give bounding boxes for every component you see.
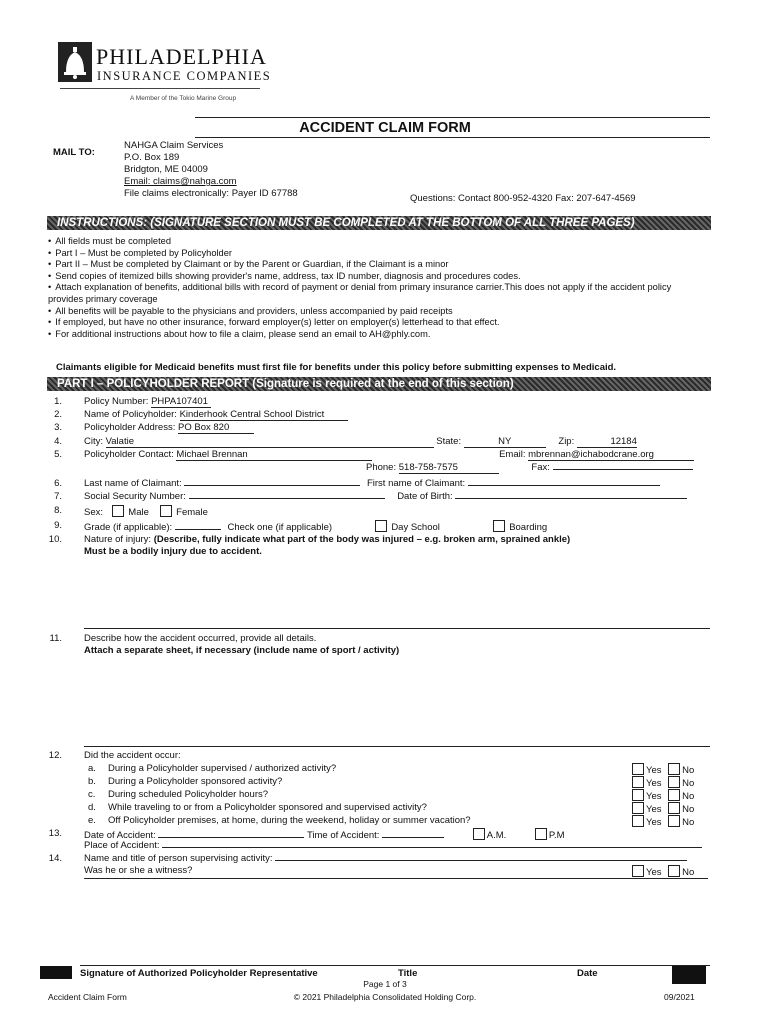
brand-rule <box>60 88 260 89</box>
row-injury <box>42 534 570 545</box>
instructions-band: INSTRUCTIONS: (SIGNATURE SECTION MUST BE COMPLETED AT THE BOTTOM OF ALL THREE PAGES) <box>47 216 711 230</box>
no-checkbox[interactable] <box>668 789 680 801</box>
witness-divider <box>84 878 708 879</box>
mail-line <box>124 176 298 188</box>
day-school-label: Day School <box>391 522 440 533</box>
time-label: Time of Accident: <box>306 830 380 841</box>
row-contact <box>42 449 694 461</box>
yes-label: Yes <box>646 791 662 802</box>
yes-checkbox[interactable] <box>632 763 644 775</box>
describe-note: Attach a separate sheet, if necessary (include name of sport / activity) <box>84 645 400 656</box>
supervisor-field[interactable] <box>275 860 687 861</box>
city-label: City: <box>84 436 103 447</box>
row-number: 1. <box>54 396 62 407</box>
yes-checkbox[interactable] <box>632 815 644 827</box>
describe-divider <box>84 746 710 747</box>
row-number: 10. <box>48 534 62 545</box>
no-label: No <box>682 778 695 789</box>
brand-subtitle: INSURANCE COMPANIES <box>97 69 272 83</box>
occur-text: Off Policyholder premises, at home, during the weekend, holiday or summer vacation? <box>108 815 471 826</box>
no-label: No <box>682 765 695 776</box>
instruction-item: • For additional instructions about how to file a claim, please send an email to AH@phly.com. <box>48 329 708 341</box>
liberty-bell-logo-icon <box>58 42 92 82</box>
mail-to-label: MAIL TO: <box>53 147 95 158</box>
dob-label: Date of Birth: <box>397 491 453 502</box>
title-rule-top <box>195 117 710 118</box>
date-sign-label: Date <box>577 968 598 979</box>
no-checkbox[interactable] <box>668 802 680 814</box>
instruction-item: • Part I – Must be completed by Policyholder <box>48 248 708 260</box>
occur-letter: c. <box>88 789 96 800</box>
row-ssn <box>42 491 687 502</box>
occur-item <box>88 763 708 774</box>
accident-description-area[interactable] <box>84 660 710 740</box>
mail-line: NAHGA Claim Services <box>124 140 224 151</box>
occur-text: While traveling to or from a Policyholder sponsored and supervised activity? <box>108 802 427 813</box>
injury-divider <box>84 628 710 629</box>
no-label: No <box>682 867 695 878</box>
state-label: State: <box>436 436 462 447</box>
occur-label: Did the accident occur: <box>84 750 181 761</box>
occur-item <box>88 815 708 826</box>
place-field[interactable] <box>162 847 702 848</box>
mail-address-block <box>124 140 298 200</box>
row-city <box>42 436 637 448</box>
row-number: 6. <box>54 478 62 489</box>
first-name-field[interactable] <box>468 485 660 486</box>
dob-field[interactable] <box>455 498 687 499</box>
occur-letter: a. <box>88 763 96 774</box>
signature-marker-left <box>40 966 72 979</box>
occur-item <box>88 789 708 800</box>
row-supervisor <box>42 853 687 864</box>
instruction-item: • All benefits will be payable to the physicians and providers, unless accompanied by paid receipts <box>48 306 708 318</box>
row-policyholder-name <box>42 409 348 421</box>
describe-label: Describe how the accident occurred, provide all details. <box>84 633 317 644</box>
row-number: 7. <box>54 491 62 502</box>
fax-field[interactable] <box>553 469 693 470</box>
am-checkbox[interactable] <box>473 828 485 840</box>
zip-label: Zip: <box>558 436 575 447</box>
instruction-item: • Part II – Must be completed by Claimant or by the Parent or Guardian, if the Claimant is a minor <box>48 259 708 271</box>
row-witness <box>84 865 708 876</box>
mail-line: P.O. Box 189 <box>124 152 180 163</box>
row-grade <box>42 520 547 533</box>
row-policy-number <box>42 396 211 408</box>
policy-number-field[interactable]: PHPA107401 <box>151 396 211 408</box>
row-address <box>42 422 254 434</box>
email-label: Email: <box>499 449 526 460</box>
row-number: 12. <box>48 750 62 761</box>
boarding-label: Boarding <box>509 522 548 533</box>
male-label: Male <box>128 507 149 518</box>
injury-description-area[interactable] <box>84 560 710 622</box>
no-checkbox[interactable] <box>668 763 680 775</box>
state-field[interactable]: NY <box>464 436 546 448</box>
row-claimant-name <box>42 478 660 489</box>
first-name-label: First name of Claimant: <box>366 478 466 489</box>
check-one-label: Check one (if applicable) <box>227 522 333 533</box>
place-label: Place of Accident: <box>84 840 160 851</box>
date-field[interactable] <box>158 837 304 838</box>
form-version: 09/2021 <box>664 992 695 1002</box>
mail-line: Bridgton, ME 04009 <box>124 164 208 175</box>
occur-letter: d. <box>88 802 96 813</box>
female-checkbox[interactable] <box>160 505 172 517</box>
yes-label: Yes <box>646 804 662 815</box>
copyright: © 2021 Philadelphia Consolidated Holding Corp. <box>293 992 477 1002</box>
title-label: Title <box>398 968 418 979</box>
row-number: 4. <box>54 436 62 447</box>
contact-field[interactable]: Michael Brennan <box>176 449 372 461</box>
form-title: ACCIDENT CLAIM FORM <box>299 120 471 136</box>
grade-field[interactable] <box>175 529 221 530</box>
phone-field[interactable]: 518-758-7575 <box>399 462 499 474</box>
address-label: Policyholder Address: <box>84 422 176 433</box>
no-label: No <box>682 817 695 828</box>
no-label: No <box>682 804 695 815</box>
pm-checkbox[interactable] <box>535 828 547 840</box>
occur-letter: e. <box>88 815 96 826</box>
yes-label: Yes <box>646 817 662 828</box>
am-label: A.M. <box>486 830 507 841</box>
yes-checkbox[interactable] <box>632 789 644 801</box>
row-number: 3. <box>54 422 62 433</box>
ssn-field[interactable] <box>189 498 385 499</box>
last-name-field[interactable] <box>184 485 360 486</box>
part1-band: PART I – POLICYHOLDER REPORT (Signature is required at the end of this section) <box>47 377 711 391</box>
occur-text: During a Policyholder supervised / authorized activity? <box>108 763 337 774</box>
questions-contact: Questions: Contact 800-952-4320 Fax: 207-647-4569 <box>410 193 636 204</box>
yes-checkbox[interactable] <box>632 802 644 814</box>
medicaid-note: Claimants eligible for Medicaid benefits must first file for benefits under this policy before submitting expenses to Medicaid. <box>56 362 617 373</box>
injury-label: Nature of injury: <box>84 534 152 545</box>
row-place <box>84 840 702 851</box>
yes-checkbox[interactable] <box>632 865 644 877</box>
last-name-label: Last name of Claimant: <box>84 478 182 489</box>
policyholder-name-field[interactable]: Kinderhook Central School District <box>180 409 348 421</box>
occur-letter: b. <box>88 776 96 787</box>
row-number: 9. <box>54 520 62 531</box>
boarding-checkbox[interactable] <box>493 520 505 532</box>
occur-text: During a Policyholder sponsored activity? <box>108 776 283 787</box>
row-sex <box>42 505 208 518</box>
row-occur <box>42 750 181 761</box>
row-number: 13. <box>48 828 62 839</box>
no-checkbox[interactable] <box>668 815 680 827</box>
ssn-label: Social Security Number: <box>84 491 186 502</box>
form-name: Accident Claim Form <box>48 992 127 1002</box>
fax-label: Fax: <box>531 462 550 473</box>
row-number: 5. <box>54 449 62 460</box>
male-checkbox[interactable] <box>112 505 124 517</box>
occur-item <box>88 776 708 787</box>
row-number: 8. <box>54 505 62 516</box>
no-label: No <box>682 791 695 802</box>
instruction-item: • If employed, but have no other insurance, forward employer(s) letter on employer(s) letterhead to that effect. <box>48 317 708 329</box>
title-rule-bottom <box>195 137 710 138</box>
policy-number-label: Policy Number: <box>84 396 149 407</box>
occur-text: During scheduled Policyholder hours? <box>108 789 269 800</box>
occur-item <box>88 802 708 813</box>
sex-label: Sex: <box>84 507 104 518</box>
yes-label: Yes <box>646 765 662 776</box>
row-describe <box>42 633 316 644</box>
no-checkbox[interactable] <box>668 865 680 877</box>
pm-label: P.M <box>548 830 565 841</box>
city-field[interactable]: Valatie <box>106 436 434 448</box>
yes-checkbox[interactable] <box>632 776 644 788</box>
page-number: Page 1 of 3 <box>363 979 407 989</box>
zip-field[interactable]: 12184 <box>577 436 637 448</box>
row-number: 14. <box>48 853 62 864</box>
injury-note: Must be a bodily injury due to accident. <box>84 546 262 557</box>
email-field[interactable]: mbrennan@ichabodcrane.org <box>528 449 694 461</box>
injury-instructions: (Describe, fully indicate what part of the body was injured – e.g. broken arm, sprained ankle) <box>153 534 571 545</box>
time-field[interactable] <box>382 837 444 838</box>
signature-label: Signature of Authorized Policyholder Representative <box>80 968 318 979</box>
instructions-list <box>48 236 708 340</box>
yes-label: Yes <box>646 867 662 878</box>
instruction-item: • Attach explanation of benefits, additional bills with record of payment or denial from primary insurance carrier.This does not apply if the accident policy provides primary coverage <box>48 282 708 305</box>
grade-label: Grade (if applicable): <box>84 522 173 533</box>
mail-email[interactable]: Email: claims@nahga.com <box>124 176 237 187</box>
address-field[interactable]: PO Box 820 <box>178 422 254 434</box>
no-checkbox[interactable] <box>668 776 680 788</box>
row-phone <box>366 462 693 474</box>
instruction-item: • Send copies of itemized bills showing provider's name, address, tax ID number, diagnosis and procedures codes. <box>48 271 708 283</box>
instruction-item: • All fields must be completed <box>48 236 708 248</box>
day-school-checkbox[interactable] <box>375 520 387 532</box>
policyholder-name-label: Name of Policyholder: <box>84 409 177 420</box>
row-number: 11. <box>49 633 62 644</box>
phone-label: Phone: <box>366 462 397 473</box>
supervisor-label: Name and title of person supervising activity: <box>84 853 273 864</box>
female-label: Female <box>176 507 208 518</box>
contact-label: Policyholder Contact: <box>84 449 174 460</box>
brand-tagline: A Member of the Tokio Marine Group <box>130 95 237 102</box>
row-number: 2. <box>54 409 62 420</box>
mail-line: File claims electronically: Payer ID 67788 <box>124 188 298 199</box>
signature-line[interactable] <box>80 965 710 966</box>
witness-label: Was he or she a witness? <box>84 865 193 876</box>
date-label: Date of Accident: <box>84 830 156 841</box>
brand-name: PHILADELPHIA <box>96 44 267 69</box>
yes-label: Yes <box>646 778 662 789</box>
